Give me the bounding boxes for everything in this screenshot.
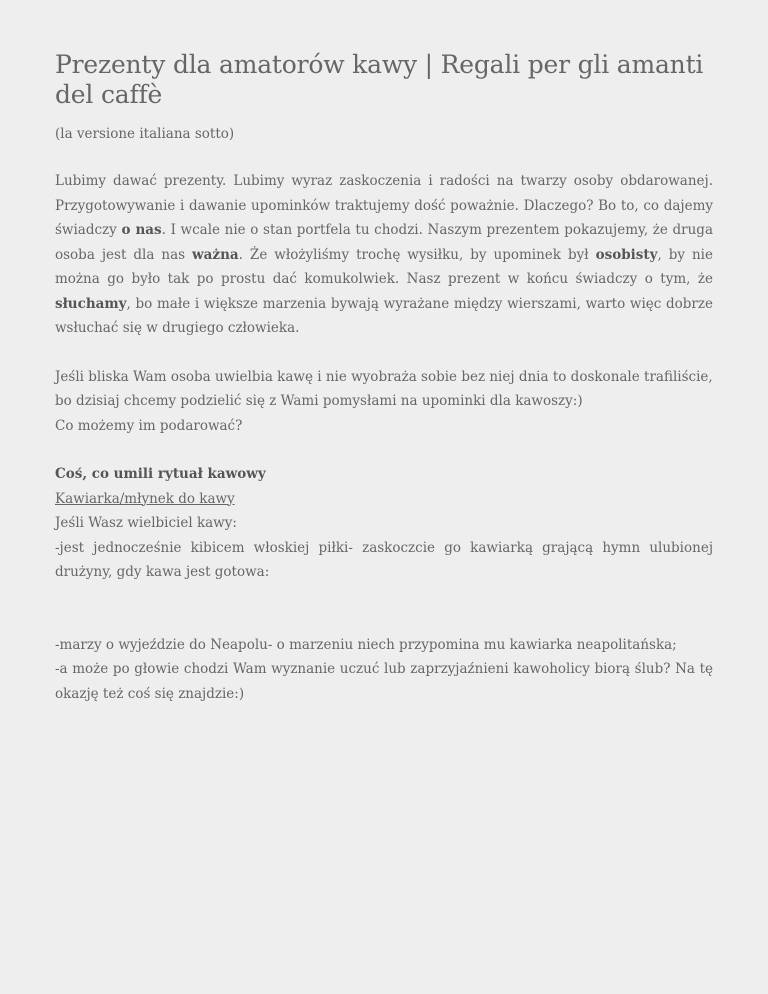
intro-text: , by nie można go było tak po prostu dać komukolwiek. Nasz prezent w końcu świadczy o tym, że <box>55 246 713 287</box>
intro-paragraph <box>55 169 713 341</box>
paragraph-line: Co możemy im podarować? <box>55 417 243 434</box>
intro-text: . I wcale nie o stan portfela tu chodzi. Naszym prezentem pokazujemy, że druga osoba jest dla nas <box>55 222 713 263</box>
intro-text: . Że włożyliśmy trochę wysiłku, by upominek był <box>238 246 596 263</box>
page-title: Prezenty dla amatorów kawy | Regali per gli amanti del caffè <box>55 50 704 109</box>
embedded-media-placeholder <box>55 585 713 633</box>
intro-text: , bo małe i większe marzenia bywają wyrażane między wierszami, warto więc dobrze wsłuchać się w drugiego człowieka. <box>55 295 713 336</box>
intro-bold: słuchamy <box>55 295 127 312</box>
list-item: -a może po głowie chodzi Wam wyznanie uczuć lub zaprzyjaźnieni kawoholicy biorą ślub? Na tę okazję też coś się znajdzie:) <box>55 661 713 702</box>
section-lead: Jeśli Wasz wielbiciel kawy: <box>55 515 237 531</box>
list-item: -marzy o wyjeździe do Neapolu- o marzeniu niech przypomina mu kawiarka neapolitańska; <box>55 636 677 653</box>
intro-bold: ważna <box>192 246 239 263</box>
gift-section <box>55 462 713 706</box>
coffee-maker-link[interactable]: Kawiarka/młynek do kawy <box>55 490 235 507</box>
list-item: -jest jednocześnie kibicem włoskiej piłki- zaskoczcie go kawiarką grającą hymn ulubionej drużyny, gdy kawa jest gotowa: <box>55 539 713 580</box>
intro-text: Lubimy dawać prezenty. Lubimy wyraz zaskoczenia i radości na twarzy osoby obdarowanej. Przygotowywanie i dawanie upominków traktujemy dość poważnie. Dlaczego? Bo to, co dajemy świadczy <box>55 173 713 238</box>
subtitle: (la versione italiana sotto) <box>55 126 235 142</box>
intro-bold: o nas <box>121 222 162 238</box>
section-heading: Coś, co umili rytuał kawowy <box>55 466 266 482</box>
paragraph-line: Jeśli bliska Wam osoba uwielbia kawę i nie wyobraża sobie bez niej dnia to doskonale trafiliście, bo dzisiaj chcemy podzielić się z Wami pomysłami na upominki dla kawoszy:) <box>55 368 713 409</box>
intro-bold: osobisty <box>595 246 658 263</box>
second-paragraph <box>55 365 713 439</box>
